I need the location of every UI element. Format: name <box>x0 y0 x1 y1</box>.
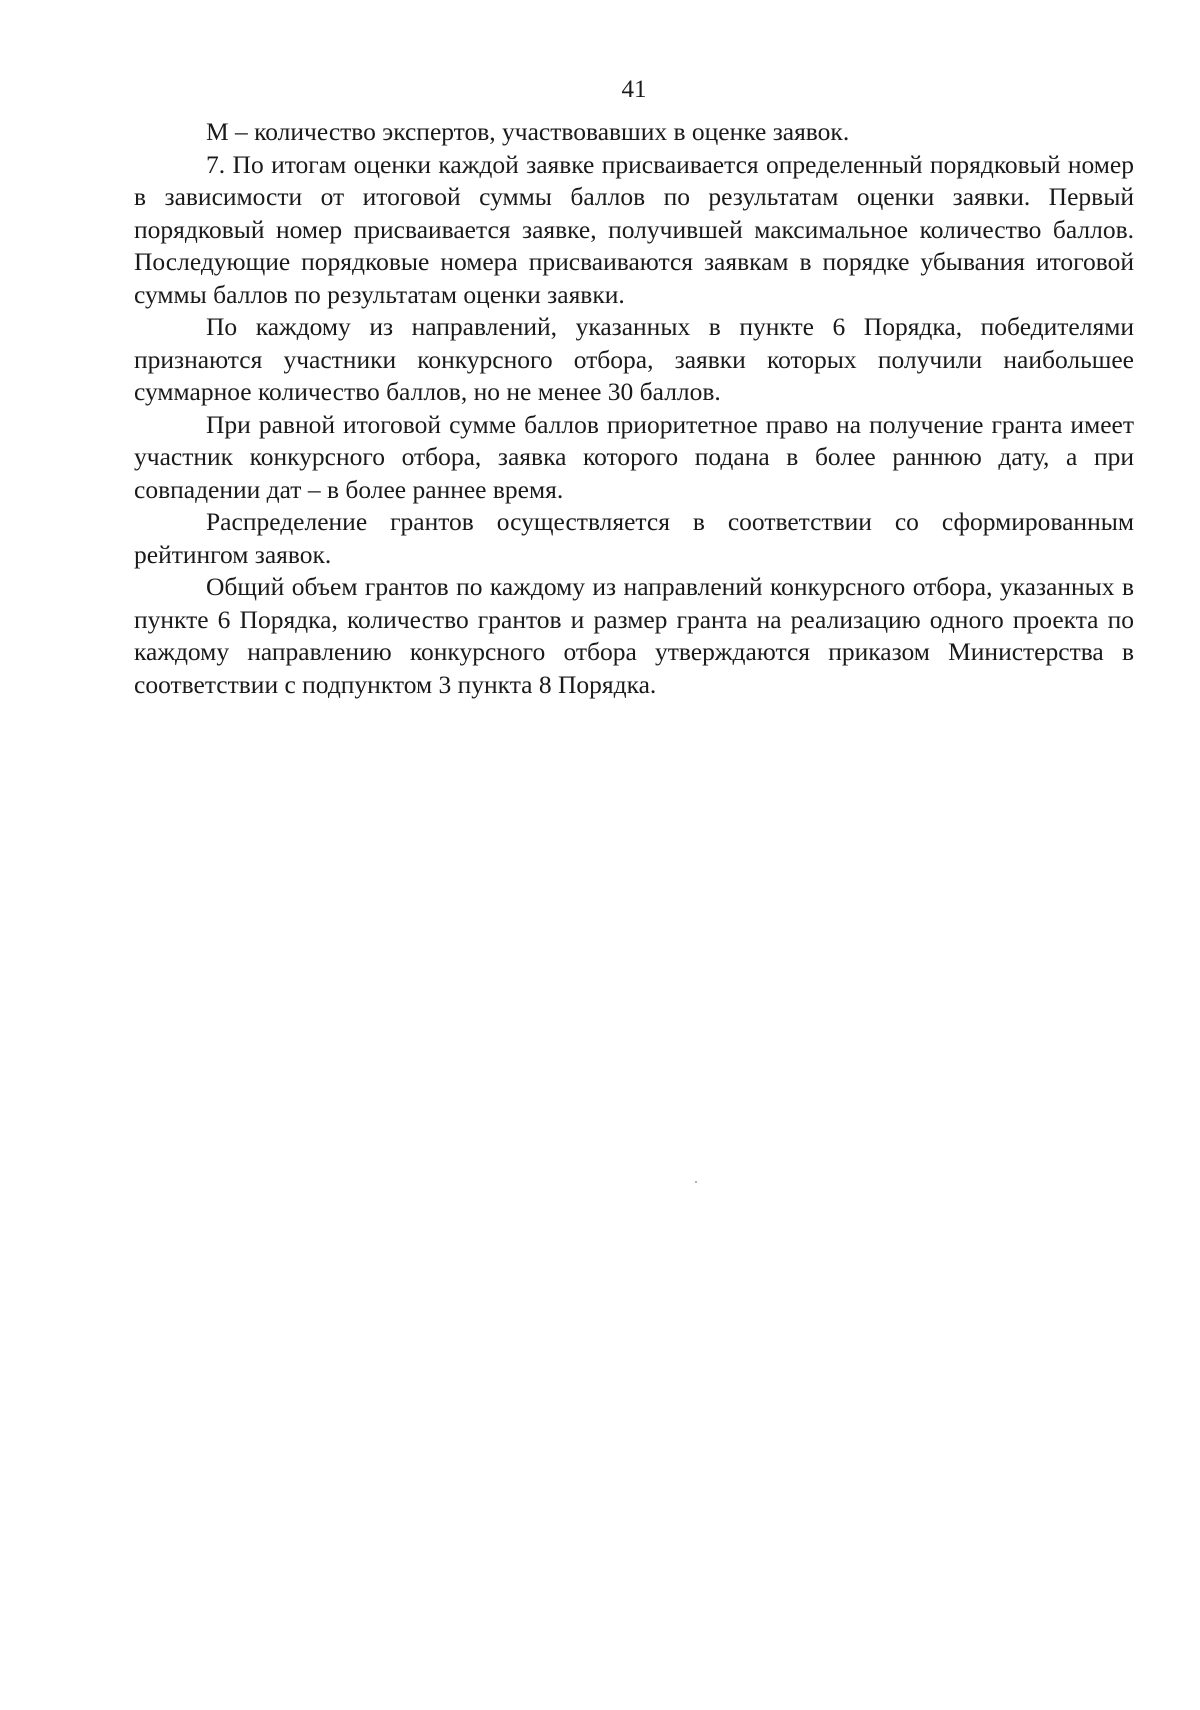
paragraph-grant-volume: Общий объем грантов по каждому из направлений конкурсного отбора, указанных в пункте 6 Порядка, количество грантов и размер гранта на реализацию одного проекта по каждому направлению конкурсного отбора утверждаются приказом Министерства в соответствии с подпунктом 3 пункта 8 Порядка. <box>134 572 1134 699</box>
paragraph-expert-count-definition: М – количество экспертов, участвовавших в оценке заявок. <box>206 117 850 146</box>
document-body <box>134 116 1134 701</box>
scan-speck <box>695 1181 697 1183</box>
paragraph-grant-distribution: Распределение грантов осуществляется в соответствии со сформированным рейтингом заявок. <box>134 507 1134 569</box>
paragraph-winners-rule: По каждому из направлений, указанных в пункте 6 Порядка, победителями признаются участники конкурсного отбора, заявки которых получили наибольшее суммарное количество баллов, но не менее 30 баллов. <box>134 312 1134 406</box>
paragraph-tie-break-rule: При равной итоговой сумме баллов приоритетное право на получение гранта имеет участник конкурсного отбора, заявка которого подана в более раннюю дату, а при совпадении дат – в более раннее время. <box>134 409 1134 504</box>
page-number: 41 <box>621 76 647 103</box>
paragraph-ranking-rule: 7. По итогам оценки каждой заявке присваивается определенный порядковый номер в зависимости от итоговой суммы баллов по результатам оценки заявки. Первый порядковый номер присваивается заявке, получившей максимальное количество баллов. Последующие порядковые номера присваиваются заявкам в порядке убывания итоговой суммы баллов по результатам оценки заявки. <box>134 149 1134 309</box>
